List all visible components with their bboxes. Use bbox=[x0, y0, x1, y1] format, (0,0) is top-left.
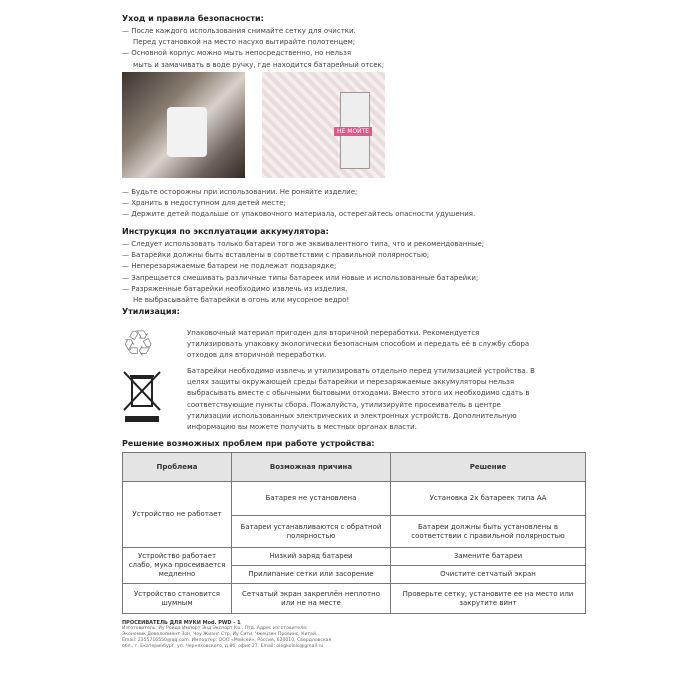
care-line: мыть и замачивать в воде ручку, где находится батарейный отсек; bbox=[133, 60, 385, 69]
solution-cell: Установка 2х батареек типа АА bbox=[391, 482, 586, 516]
packaging-text: Упаковочный материал пригоден для вторичной переработки. Рекомендуется утилизировать упаковку экологически безопасным способом и передать её в службу сбора отходов для вторичной переработки. bbox=[187, 329, 530, 360]
care-line: Перед установкой на место насухо вытирайте полотенцем; bbox=[133, 38, 356, 47]
column-header: Возможная причина bbox=[232, 453, 391, 482]
care-line: — После каждого использования снимайте сетку для очистки. bbox=[122, 27, 356, 35]
cause-cell: Низкий заряд батареи bbox=[232, 548, 391, 566]
footer-line: Экономик Девелопмент Зон, Чоу Жианг Стр, Иу Сити, Чжецзян Провинс, Китай. bbox=[122, 632, 318, 637]
recycle-icon: ♲ bbox=[122, 324, 155, 365]
care-after-line: — Будьте осторожны при использовании. Не роняйте изделие; bbox=[122, 188, 358, 196]
care-after-line: — Хранить в недоступном для детей месте; bbox=[122, 199, 286, 208]
footer-line: Изготовитель: Иу Ройда Импорт Энд Экспорт Ко., Лтд. Адрес изготовителя: bbox=[122, 626, 308, 631]
footer-title: ПРОСЕИВАТЕЛЬ ДЛЯ МУКИ Mod. PWD - 1 bbox=[122, 620, 241, 626]
column-header: Проблема bbox=[123, 453, 232, 482]
cause-cell: Батарея не установлена bbox=[232, 482, 391, 516]
footer bbox=[122, 620, 331, 650]
table-row bbox=[123, 548, 586, 566]
battery-section bbox=[122, 227, 484, 306]
do-not-wash-label: НЕ МОЙТЕ bbox=[334, 127, 372, 136]
disposal-title: Утилизация: bbox=[122, 307, 180, 316]
table-row bbox=[123, 482, 586, 516]
care-title: Уход и правила безопасности: bbox=[122, 14, 264, 23]
solution-cell: Батареи должны быть установлены в соответствии с правильной полярностью bbox=[391, 516, 586, 548]
battery-line: — Разряженные батарейки необходимо извлечь из изделия. bbox=[122, 284, 348, 293]
washing-photo bbox=[122, 72, 245, 178]
care-line: — Основной корпус можно мыть непосредственно, но нельзя bbox=[122, 49, 352, 58]
care-after-line: — Держите детей подальше от упаковочного материала, остерегайтесь опасности удушения. bbox=[122, 210, 476, 219]
problem-cell: Устройство работает слабо, мука просеивается медленно bbox=[123, 548, 232, 584]
sifter-image bbox=[262, 72, 385, 178]
problem-cell: Устройство становится шумным bbox=[123, 584, 232, 614]
cause-cell: Батареи устанавливаются с обратной полярностью bbox=[232, 516, 391, 548]
solution-cell: Очистите сетчатый экран bbox=[391, 566, 586, 584]
problem-cell: Устройство не работает bbox=[123, 482, 232, 548]
table-row bbox=[123, 584, 586, 614]
battery-line: — Следует использовать только батареи того же эквивалентного типа, что и рекомендованные; bbox=[122, 240, 485, 248]
troubleshooting-table bbox=[122, 452, 586, 614]
table-header-row bbox=[123, 453, 586, 482]
troubleshooting-title: Решение возможных проблем при работе устройства: bbox=[122, 439, 375, 448]
batteries-disposal-text: Батарейки необходимо извлечь и утилизировать отдельно перед утилизацией устройства. В целях защиты окружающей среды батарейки и перезаряжаемые аккумуляторы нельзя выбрасывать вместе с обычными бытовыми отходами. Вместо этого их необходимо сдать в соответствующие пункты сбора. Пожалуйста, утилизируйте просеиватель в центре утилизации использованных электрических и электронных устройств. Дополнительную информацию вы можете получить в местных органах власти. bbox=[187, 367, 535, 432]
battery-line: — Неперезаряжаемые батареи не подлежат подзарядке; bbox=[122, 262, 337, 271]
battery-line: — Батарейки должны быть вставлены в соответствии с правильной полярностью; bbox=[122, 251, 430, 260]
footer-line: Email: 2355716550@qq.com. Импортер: ООО «Мэйсей», Россия, 620010, Свердловская bbox=[122, 638, 332, 643]
battery-line: — Запрещается смешивать различные типы батареек или новые и использованные батарейки; bbox=[122, 273, 479, 282]
solution-cell: Проверьте сетку, установите ее на место или закрутите винт bbox=[391, 584, 586, 614]
battery-title: Инструкция по эксплуатации аккумулятора: bbox=[122, 227, 329, 236]
cause-cell: Прилипание сетки или засорение bbox=[232, 566, 391, 584]
crossed-bin-icon bbox=[122, 370, 162, 420]
cause-cell: Сетчатый экран закреплён неплотно или не на месте bbox=[232, 584, 391, 614]
battery-line: Не выбрасывайте батарейки в огонь или мусорное ведро! bbox=[133, 296, 350, 305]
column-header: Решение bbox=[391, 453, 586, 482]
solution-cell: Замените батареи bbox=[391, 548, 586, 566]
care-section bbox=[122, 14, 384, 71]
footer-line: обл., г. Екатеринбург, ул. Черняховского, д.86, офис 27. Email: olegkololo@gmail.ru bbox=[122, 644, 324, 649]
